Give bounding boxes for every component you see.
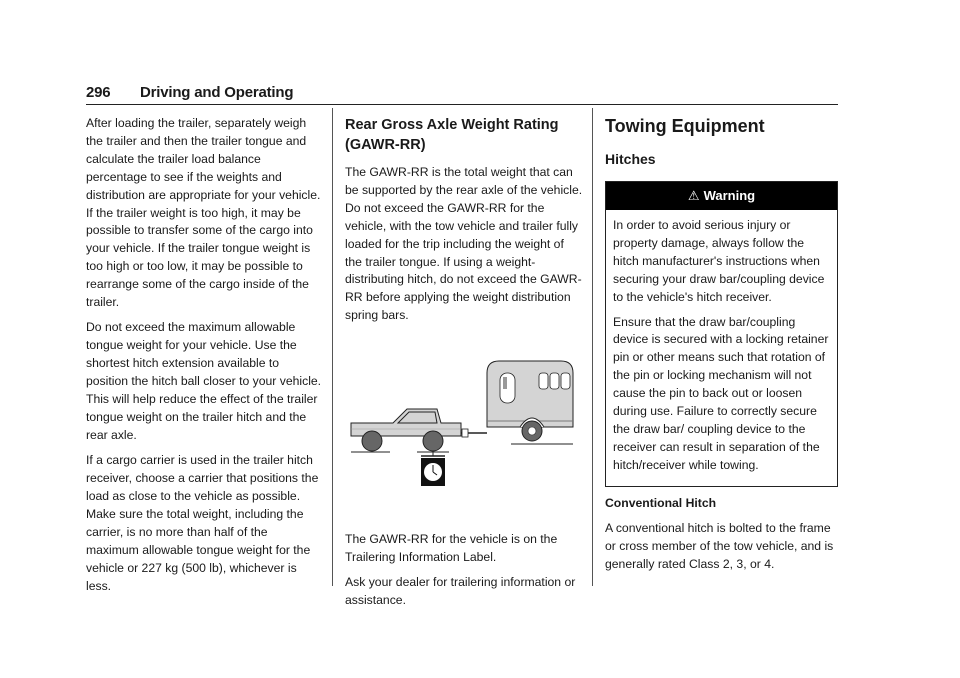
paragraph-ask-dealer: Ask your dealer for trailering information or assistance.	[345, 575, 576, 608]
warning-paragraph-1: In order to avoid serious injury or property damage, always follow the hitch manufacturer's instructions when securing your draw bar/coupling device to the vehicle's hitch receiver.	[613, 218, 825, 304]
heading-hitches: Hitches	[605, 151, 656, 167]
warning-triangle-icon: ⚠	[687, 188, 700, 203]
page-header	[86, 80, 838, 105]
paragraph-gawr-label-location: The GAWR-RR for the vehicle is on the Trailering Information Label.	[345, 532, 558, 565]
warning-header	[606, 182, 837, 210]
page-number: 296	[86, 84, 111, 101]
column-divider-1	[332, 108, 333, 586]
paragraph-gawr-rr-definition: The GAWR-RR is the total weight that can be supported by the rear axle of the vehicle. Do not exceed the GAWR-RR for the vehicle, with the tow vehicle and trailer fully loaded for the trip including the weight of the trailer tongue. If using a weight-distributing hitch, do not exceed the GAWR-RR before applying the weight distribution spring bars.	[345, 165, 583, 323]
warning-title: Warning	[703, 188, 756, 203]
warning-paragraph-2: Ensure that the draw bar/coupling device is secured with a locking retainer pin or other means such that rotation of the pin or locking mechanism will not cause the pin to back out or loosen during use. Failure to correctly secure the draw bar/ coupling device to the receiver can result in separation of the hitch/receiver while towing.	[613, 314, 829, 472]
column-left	[86, 115, 322, 603]
warning-box	[605, 181, 838, 487]
camper-trailer	[487, 361, 573, 427]
paragraph-cargo-carrier: If a cargo carrier is used in the trailer hitch receiver, choose a carrier that positions the load as close to the vehicle as possible. Make sure the total weight, including the carrier, is no more than half of the maximum allowable tongue weight for the vehicle or 227 kg (500 lb), whichever is less.	[86, 453, 319, 593]
paragraph-conventional-hitch: A conventional hitch is bolted to the frame or cross member of the tow vehicle, and is generally rated Class 2, 3, or 4.	[605, 521, 834, 571]
column-right	[605, 115, 838, 581]
column-divider-2	[592, 108, 593, 586]
paragraph-loading-trailer: After loading the trailer, separately weigh the trailer and then the trailer tongue and calculate the trailer load balance percentage to see if the weights and distribution are appropriate for your vehicle. If the trailer weight is too high, it may be possible to transfer some of the cargo into your vehicle. If the trailer tongue weight is too high or too low, it may be possible to rearrange some of the cargo inside of the trailer.	[86, 116, 321, 310]
heading-towing-equipment: Towing Equipment	[605, 116, 765, 136]
heading-conventional-hitch: Conventional Hitch	[605, 495, 717, 510]
truck-trailer-illustration	[345, 333, 583, 523]
weight-scale-icon	[421, 451, 445, 486]
heading-gawr-rr: Rear Gross Axle Weight Rating (GAWR-RR)	[345, 117, 559, 153]
column-middle	[345, 115, 583, 618]
warning-body	[606, 210, 837, 486]
section-title: Driving and Operating	[140, 84, 294, 101]
truck-trailer-scale-illustration	[345, 333, 583, 523]
ground-lines	[351, 444, 573, 452]
paragraph-tongue-weight: Do not exceed the maximum allowable tongue weight for your vehicle. Use the shortest hitch extension available to position the hitch ball closer to your vehicle. This will help reduce the effect of the trailer tongue weight on the trailer hitch and the rear axle.	[86, 320, 322, 442]
tongue-jack	[462, 429, 468, 437]
